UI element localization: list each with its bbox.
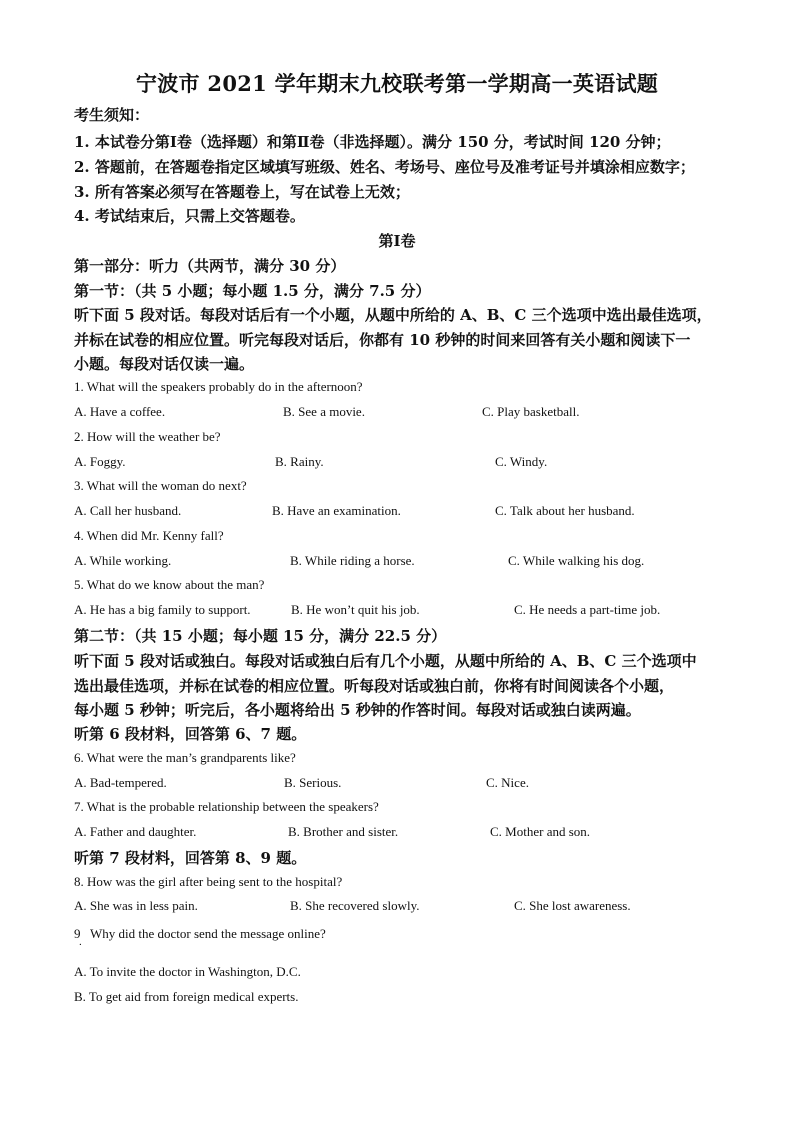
question-7: 7. What is the probable relationship between the speakers?: [74, 799, 379, 814]
question-6-option-b: B. Serious.: [284, 775, 342, 790]
question-8-option-b: B. She recovered slowly.: [290, 898, 420, 913]
question-3-option-c: C. Talk about her husband.: [495, 503, 635, 518]
question-9-option-a: A. To invite the doctor in Washington, D.C.: [74, 964, 301, 979]
question-2: 2. How will the weather be?: [74, 429, 221, 444]
question-4-option-b: B. While riding a horse.: [290, 553, 415, 568]
question-9: Why did the doctor send the message online?: [90, 926, 326, 941]
question-4-option-c: C. While walking his dog.: [508, 553, 645, 568]
material-6-heading: 听第 6 段材料，回答第 6、7 题。: [74, 725, 307, 743]
section1-heading: 第一节：（共 5 小题；每小题 1.5 分，满分 7.5 分）: [74, 282, 431, 300]
question-5-option-b: B. He won’t quit his job.: [291, 602, 420, 617]
question-9-number: 9: [74, 926, 81, 941]
question-2-option-c: C. Windy.: [495, 454, 548, 469]
question-1-option-b: B. See a movie.: [283, 404, 365, 419]
question-1: 1. What will the speakers probably do in the afternoon?: [74, 379, 363, 394]
notice-item-1: 1. 本试卷分第Ⅰ卷（选择题）和第Ⅱ卷（非选择题）。满分 150 分，考试时间 120 分钟；: [74, 133, 671, 151]
part1-heading: 第一部分：听力（共两节，满分 30 分）: [74, 257, 346, 275]
question-1-option-c: C. Play basketball.: [482, 404, 580, 419]
question-7-option-c: C. Mother and son.: [490, 824, 591, 839]
section2-instructions-line-2: 选出最佳选项，并标在试卷的相应位置。听每段对话或独白前，你将有时间阅读各个小题，: [74, 677, 675, 695]
question-3-option-a: A. Call her husband.: [74, 503, 182, 518]
notice-item-4: 4. 考试结束后，只需上交答题卷。: [74, 207, 305, 225]
question-8: 8. How was the girl after being sent to the hospital?: [74, 874, 343, 889]
question-7-option-a: A. Father and daughter.: [74, 824, 197, 839]
question-8-option-c: C. She lost awareness.: [514, 898, 631, 913]
question-5: 5. What do we know about the man?: [74, 577, 265, 592]
question-1-option-a: A. Have a coffee.: [74, 404, 166, 419]
notice-heading: 考生须知：: [74, 106, 150, 124]
question-2-option-b: B. Rainy.: [275, 454, 324, 469]
notice-item-3: 3. 所有答案必须写在答题卷上，写在试卷上无效；: [74, 183, 410, 201]
volume-heading: 第Ⅰ卷: [378, 232, 416, 250]
section1-instructions-line-3: 小题。每段对话仅读一遍。: [74, 355, 255, 373]
question-4: 4. When did Mr. Kenny fall?: [74, 528, 224, 543]
question-5-option-a: A. He has a big family to support.: [74, 602, 251, 617]
question-7-option-b: B. Brother and sister.: [288, 824, 399, 839]
material-7-heading: 听第 7 段材料，回答第 8、9 题。: [74, 849, 307, 867]
question-6: 6. What were the man’s grandparents like?: [74, 750, 296, 765]
section1-instructions-line-1: 听下面 5 段对话。每段对话后有一个小题，从题中所给的 A、B、C 三个选项中选出最佳选项，: [74, 306, 712, 324]
notice-item-2: 2. 答题前，在答题卷指定区域填写班级、姓名、考场号、座位号及准考证号并填涂相应数字；: [74, 158, 695, 176]
section2-instructions-line-3: 每小题 5 秒钟；听完后，各小题将给出 5 秒钟的作答时间。每段对话或独白读两遍。: [74, 701, 641, 719]
exam-title: 宁波市 2021 学年期末九校联考第一学期高一英语试题: [135, 71, 659, 96]
question-3-option-b: B. Have an examination.: [272, 503, 401, 518]
section1-instructions-line-2: 并标在试卷的相应位置。听完每段对话后，你都有 10 秒钟的时间来回答有关小题和阅读下一: [74, 331, 691, 349]
question-9-dot: .: [79, 936, 82, 948]
question-3: 3. What will the woman do next?: [74, 478, 247, 493]
question-4-option-a: A. While working.: [74, 553, 172, 568]
question-6-option-c: C. Nice.: [486, 775, 529, 790]
question-9-option-b: B. To get aid from foreign medical experts.: [74, 989, 299, 1004]
question-5-option-c: C. He needs a part-time job.: [514, 602, 661, 617]
section2-instructions-line-1: 听下面 5 段对话或独白。每段对话或独白后有几个小题，从题中所给的 A、B、C 三个选项中: [74, 652, 697, 670]
question-6-option-a: A. Bad-tempered.: [74, 775, 167, 790]
question-8-option-a: A. She was in less pain.: [74, 898, 198, 913]
question-2-option-a: A. Foggy.: [74, 454, 126, 469]
section2-heading: 第二节：（共 15 小题；每小题 15 分，满分 22.5 分）: [74, 627, 447, 645]
